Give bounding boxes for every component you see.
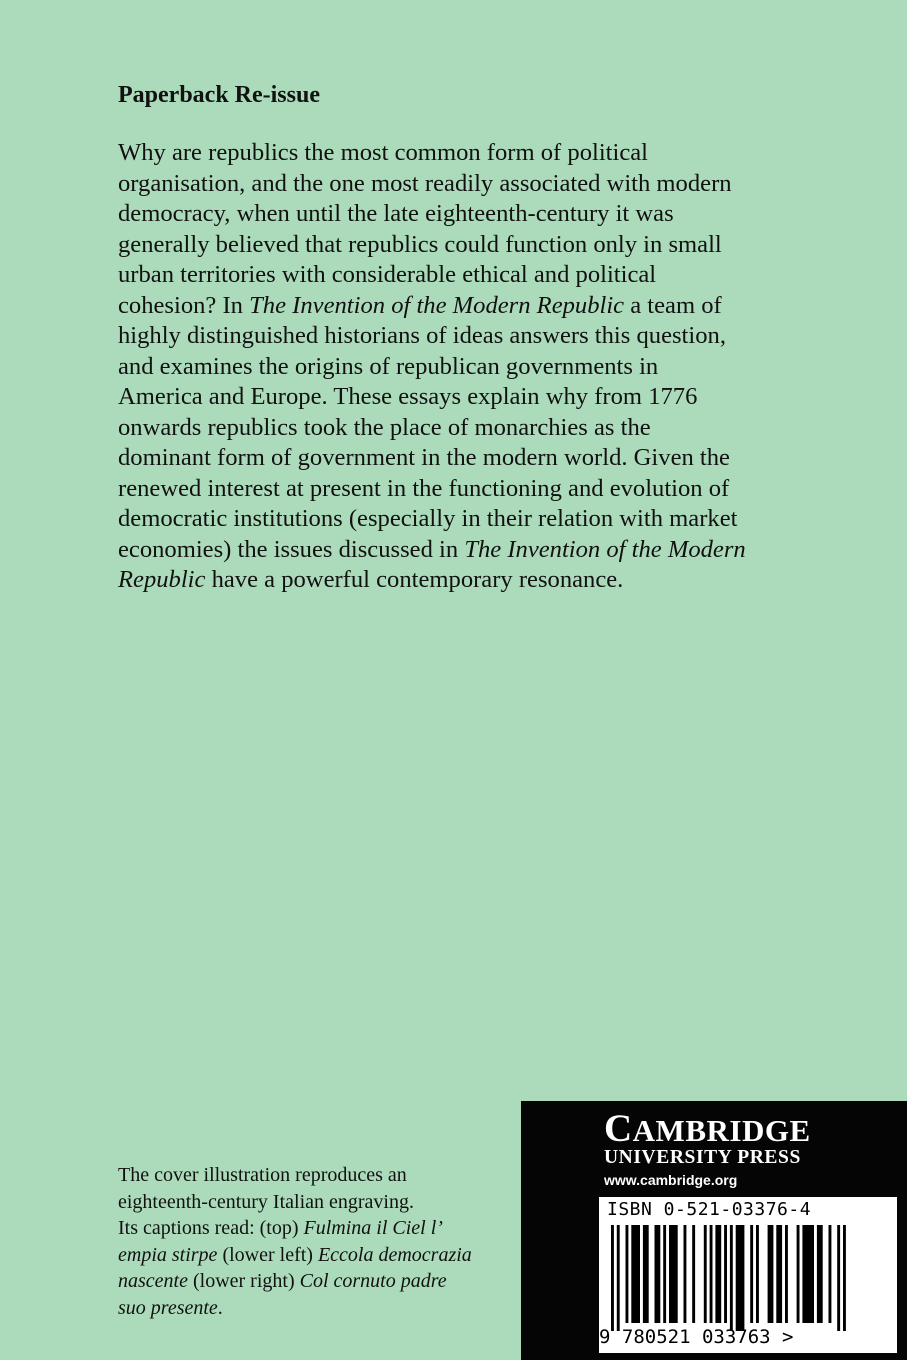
publisher-name-initial: C bbox=[604, 1107, 633, 1150]
cover-caption bbox=[118, 1162, 518, 1321]
text-run: cohesion? In bbox=[118, 291, 250, 319]
barcode-bar bbox=[797, 1225, 800, 1323]
barcode-bar bbox=[802, 1225, 814, 1323]
isbn-label: ISBN 0-521-03376-4 bbox=[607, 1199, 812, 1220]
text-line bbox=[118, 565, 818, 596]
italic-title: Col cornuto padre bbox=[299, 1270, 447, 1292]
italic-title: empia stirpe bbox=[118, 1243, 218, 1266]
text-run: Its captions read: (top) bbox=[118, 1217, 304, 1239]
italic-title: suo presente bbox=[118, 1296, 218, 1319]
barcode-bar bbox=[710, 1225, 713, 1323]
barcode-bar bbox=[631, 1225, 640, 1323]
text-line bbox=[118, 1215, 518, 1242]
barcode-bar bbox=[724, 1225, 727, 1323]
text-run: urban territories with considerable ethical and political bbox=[118, 261, 657, 288]
publisher-subtitle: UNIVERSITY PRESS bbox=[604, 1147, 801, 1168]
italic-title: Republic bbox=[118, 566, 206, 593]
text-line bbox=[118, 352, 818, 383]
text-run: highly distinguished historians of ideas answers this question, bbox=[118, 322, 726, 349]
publisher-box bbox=[521, 1101, 907, 1360]
text-line bbox=[118, 199, 818, 230]
barcode-bar bbox=[730, 1225, 733, 1331]
barcode-bar bbox=[643, 1225, 649, 1323]
barcode-bar bbox=[776, 1225, 782, 1323]
barcode-bar bbox=[663, 1225, 666, 1323]
text-line bbox=[118, 1295, 518, 1322]
text-run: onwards republics took the place of monarchies as the bbox=[118, 413, 651, 441]
publisher-name-rest: AMBRIDGE bbox=[632, 1113, 811, 1148]
barcode-bar bbox=[704, 1225, 707, 1323]
text-line bbox=[118, 138, 818, 169]
text-run: (lower right) bbox=[187, 1270, 300, 1292]
text-line bbox=[118, 230, 818, 261]
text-run: and examines the origins of republican governments in bbox=[118, 352, 659, 380]
text-run: Why are republics the most common form of political bbox=[118, 139, 648, 166]
barcode-bar bbox=[768, 1225, 774, 1323]
text-line bbox=[118, 1242, 518, 1269]
text-run: America and Europe. These essays explain why from 1776 bbox=[118, 383, 698, 410]
text-run: have a powerful contemporary resonance. bbox=[205, 566, 624, 593]
italic-title: Eccola democrazia bbox=[317, 1243, 472, 1266]
text-line bbox=[118, 382, 818, 413]
ean-digits: 9 780521 033763 > bbox=[599, 1326, 794, 1348]
text-run: eighteenth-century Italian engraving. bbox=[118, 1190, 414, 1213]
barcode-bar bbox=[692, 1225, 695, 1323]
text-run: . bbox=[217, 1296, 223, 1319]
barcode-bar bbox=[715, 1225, 721, 1323]
text-line bbox=[118, 321, 818, 352]
barcode-bar bbox=[617, 1225, 620, 1331]
barcode-bar bbox=[684, 1225, 687, 1323]
barcode-bar bbox=[817, 1225, 823, 1323]
text-run: democratic institutions (especially in their relation with market bbox=[118, 505, 738, 532]
barcode-bar bbox=[626, 1225, 629, 1323]
text-run: organisation, and the one most readily associated with modern bbox=[118, 169, 732, 197]
barcode-bar bbox=[756, 1225, 759, 1323]
blurb-paragraph bbox=[118, 138, 818, 596]
text-line bbox=[118, 413, 818, 444]
barcode-bar bbox=[611, 1225, 614, 1331]
publisher-name bbox=[604, 1107, 811, 1150]
barcode-bar bbox=[843, 1225, 846, 1331]
barcode bbox=[599, 1197, 897, 1353]
text-line bbox=[118, 535, 818, 566]
text-line bbox=[118, 169, 818, 200]
text-run: democracy, when until the late eighteenth-century it was bbox=[118, 200, 674, 227]
text-line bbox=[118, 1189, 518, 1216]
text-line bbox=[118, 474, 818, 505]
text-run: generally believed that republics could function only in small bbox=[118, 230, 722, 258]
barcode-bar bbox=[837, 1225, 840, 1331]
italic-title: The Invention of the Modern Republic bbox=[249, 291, 625, 319]
text-line bbox=[118, 1268, 518, 1295]
italic-title: nascente bbox=[118, 1270, 188, 1292]
text-line bbox=[118, 504, 818, 535]
publisher-url: www.cambridge.org bbox=[604, 1172, 738, 1188]
text-run: a team of bbox=[624, 291, 722, 319]
italic-title: Fulmina il Ciel l’ bbox=[303, 1217, 443, 1239]
text-run: The cover illustration reproduces an bbox=[118, 1164, 407, 1186]
barcode-bar bbox=[736, 1225, 745, 1331]
text-line bbox=[118, 1162, 518, 1189]
italic-title: The Invention of the Modern bbox=[464, 535, 746, 563]
barcode-bar bbox=[669, 1225, 678, 1323]
text-line bbox=[118, 443, 818, 474]
barcode-bar bbox=[829, 1225, 832, 1323]
text-run: economies) the issues discussed in bbox=[118, 535, 465, 563]
barcode-bar bbox=[655, 1225, 661, 1323]
text-line bbox=[118, 260, 818, 291]
barcode-bar bbox=[750, 1225, 753, 1323]
text-run: renewed interest at present in the functioning and evolution of bbox=[118, 474, 730, 502]
heading: Paperback Re-issue bbox=[118, 82, 320, 108]
text-run: (lower left) bbox=[217, 1243, 318, 1266]
text-line bbox=[118, 291, 818, 322]
text-run: dominant form of government in the modern world. Given the bbox=[118, 444, 730, 471]
barcode-bar bbox=[785, 1225, 788, 1323]
